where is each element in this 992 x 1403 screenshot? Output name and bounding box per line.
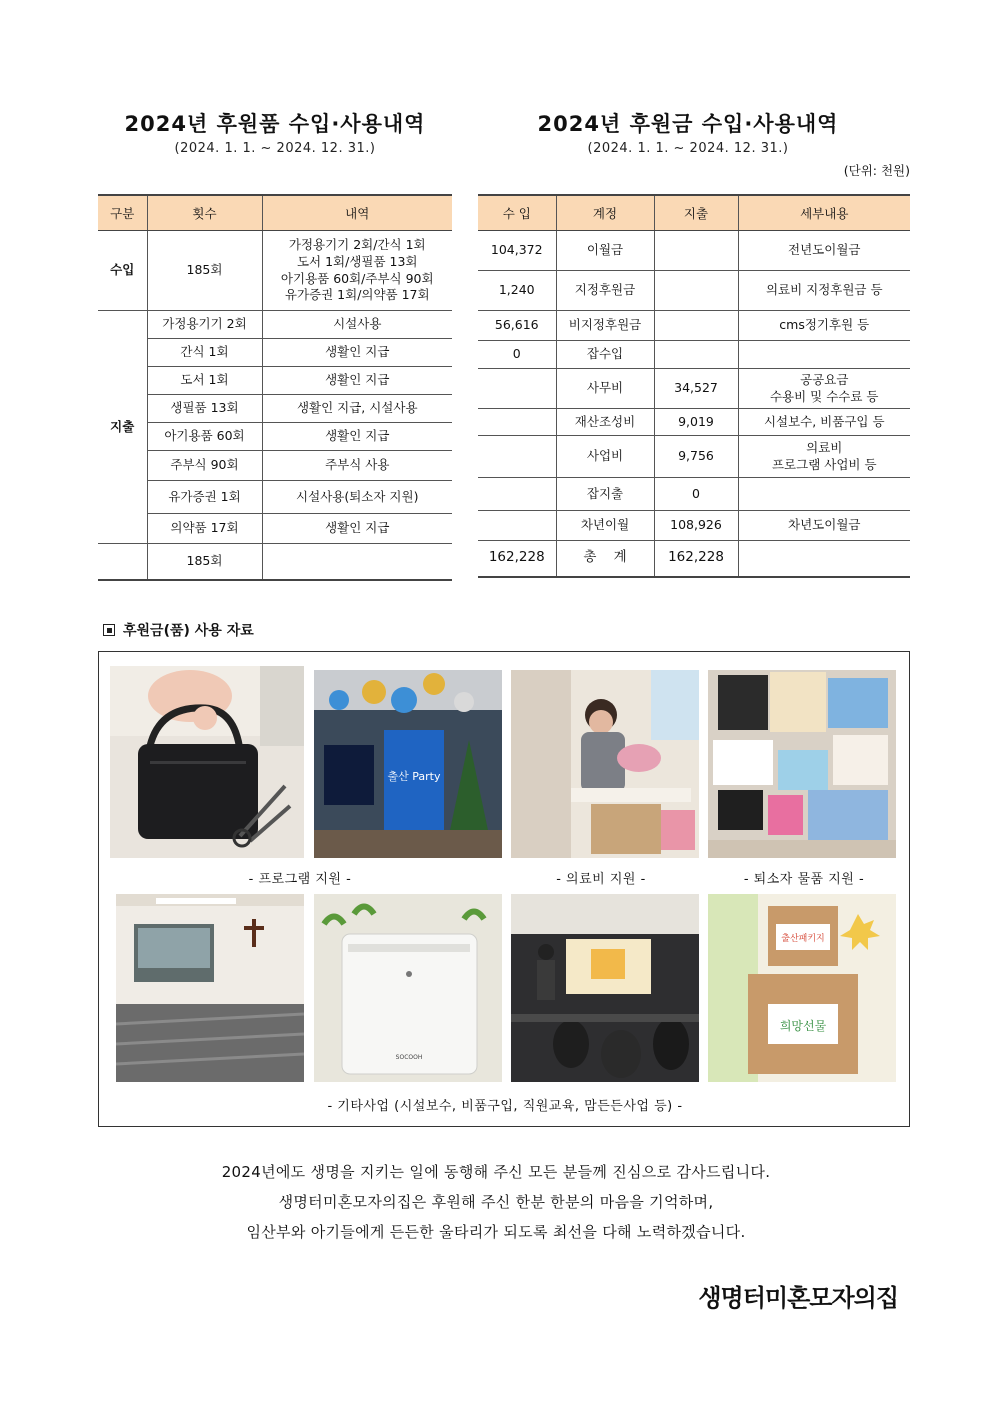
expense-item: 의약품 17회 bbox=[147, 514, 262, 544]
money-header-account: 계정 bbox=[556, 195, 654, 231]
box-bottom-label: 희망선물 bbox=[779, 1019, 827, 1033]
goods-total-blank bbox=[262, 544, 452, 580]
caption-medical: - 의료비 지원 - bbox=[556, 872, 646, 887]
money-title: 2024년 후원금 수입·사용내역 bbox=[537, 112, 839, 136]
money-row bbox=[478, 436, 910, 478]
money-total-label: 총 계 bbox=[556, 541, 654, 577]
income-count: 185회 bbox=[147, 231, 262, 311]
money-detail: 의료비 지정후원금 등 bbox=[738, 271, 910, 311]
photo-staff-education bbox=[511, 894, 699, 1082]
money-total-expense: 162,228 bbox=[654, 541, 738, 577]
expense-use: 생활인 지급, 시설사용 bbox=[262, 395, 452, 423]
income-details bbox=[262, 231, 452, 311]
caption-leaver: - 퇴소자 물품 지원 - bbox=[743, 872, 865, 887]
expense-use: 주부식 사용 bbox=[262, 451, 452, 481]
goods-total-row bbox=[98, 544, 452, 580]
expense-row bbox=[98, 481, 452, 514]
money-income bbox=[478, 409, 556, 436]
expense-item: 유가증권 1회 bbox=[147, 481, 262, 514]
money-detail-line: 의료비 bbox=[806, 439, 843, 455]
money-income: 0 bbox=[478, 341, 556, 369]
goods-header-row bbox=[98, 195, 452, 231]
goods-income-row bbox=[98, 231, 452, 311]
money-income bbox=[478, 369, 556, 409]
money-row bbox=[478, 341, 910, 369]
money-expense bbox=[654, 341, 738, 369]
money-expense: 108,926 bbox=[654, 511, 738, 541]
money-table bbox=[478, 194, 910, 578]
expense-item: 가정용기기 2회 bbox=[147, 311, 262, 339]
photo-party-room bbox=[314, 670, 502, 858]
money-expense bbox=[654, 311, 738, 341]
expense-label: 지출 bbox=[98, 311, 147, 544]
money-account: 비지정후원금 bbox=[556, 311, 654, 341]
money-row bbox=[478, 369, 910, 409]
money-income bbox=[478, 436, 556, 478]
goods-header-detail: 내역 bbox=[262, 195, 452, 231]
thanks-line: 생명터미혼모자의집은 후원해 주신 한분 한분의 마음을 기억하며, bbox=[278, 1193, 714, 1211]
money-detail-line: 수용비 및 수수료 등 bbox=[769, 388, 879, 404]
income-detail-line: 도서 1회/생필품 13회 bbox=[296, 253, 418, 269]
purifier-brand-text: SOCOOH bbox=[395, 1054, 423, 1061]
checkbox-square-icon bbox=[103, 624, 115, 636]
expense-row bbox=[98, 395, 452, 423]
money-detail: 시설보수, 비품구입 등 bbox=[738, 409, 910, 436]
expense-row bbox=[98, 514, 452, 544]
income-label: 수입 bbox=[98, 231, 147, 311]
expense-row bbox=[98, 339, 452, 367]
unit-label: (단위: 천원) bbox=[843, 163, 910, 178]
money-detail bbox=[738, 436, 910, 478]
money-period: (2024. 1. 1. ~ 2024. 12. 31.) bbox=[587, 141, 789, 156]
expense-item: 아기용품 60회 bbox=[147, 423, 262, 451]
money-expense: 9,019 bbox=[654, 409, 738, 436]
expense-use: 생활인 지급 bbox=[262, 367, 452, 395]
goods-total-blank bbox=[98, 544, 147, 580]
photo-bag-sewing bbox=[110, 666, 304, 858]
box-top-label: 출산패키지 bbox=[781, 934, 825, 944]
money-expense: 34,527 bbox=[654, 369, 738, 409]
money-detail bbox=[738, 369, 910, 409]
money-account: 지정후원금 bbox=[556, 271, 654, 311]
expense-use: 생활인 지급 bbox=[262, 339, 452, 367]
expense-item: 도서 1회 bbox=[147, 367, 262, 395]
income-detail-line: 아기용품 60회/주부식 90회 bbox=[280, 270, 434, 286]
photo-gift-box bbox=[708, 894, 896, 1082]
photo-section-title: 후원금(품) 사용 자료 bbox=[123, 623, 254, 639]
money-detail-line: 프로그램 사업비 등 bbox=[771, 456, 877, 472]
organization-logo: 생명터미혼모자의집 bbox=[698, 1284, 898, 1312]
money-detail bbox=[738, 341, 910, 369]
money-total-row bbox=[478, 541, 910, 577]
money-total-blank bbox=[738, 541, 910, 577]
money-detail: 전년도이월금 bbox=[738, 231, 910, 271]
photo-room-renovation bbox=[116, 894, 304, 1082]
goods-title: 2024년 후원품 수입·사용내역 bbox=[124, 112, 426, 136]
money-income: 1,240 bbox=[478, 271, 556, 311]
money-detail: cms정기후원 등 bbox=[738, 311, 910, 341]
money-expense bbox=[654, 271, 738, 311]
goods-table bbox=[98, 194, 452, 581]
photo-section-heading bbox=[103, 620, 254, 640]
money-row bbox=[478, 478, 910, 511]
money-account: 재산조성비 bbox=[556, 409, 654, 436]
money-detail: 차년도이월금 bbox=[738, 511, 910, 541]
expense-row bbox=[98, 311, 452, 339]
money-header-detail: 세부내용 bbox=[738, 195, 910, 231]
income-detail-line: 가정용기기 2회/간식 1회 bbox=[288, 236, 426, 252]
expense-use: 시설사용 bbox=[262, 311, 452, 339]
money-account: 사무비 bbox=[556, 369, 654, 409]
money-row bbox=[478, 511, 910, 541]
photo-leaver-goods bbox=[708, 670, 896, 858]
money-account: 잡수입 bbox=[556, 341, 654, 369]
expense-item: 간식 1회 bbox=[147, 339, 262, 367]
money-income: 104,372 bbox=[478, 231, 556, 271]
money-income bbox=[478, 511, 556, 541]
thanks-message bbox=[60, 1157, 932, 1247]
money-expense: 9,756 bbox=[654, 436, 738, 478]
money-row bbox=[478, 231, 910, 271]
expense-use: 생활인 지급 bbox=[262, 514, 452, 544]
goods-total-count: 185회 bbox=[147, 544, 262, 580]
money-header-income: 수 입 bbox=[478, 195, 556, 231]
money-expense: 0 bbox=[654, 478, 738, 511]
photo-air-purifier bbox=[314, 894, 502, 1082]
money-detail bbox=[738, 478, 910, 511]
photo-medical-baby bbox=[511, 670, 699, 858]
money-account: 차년이월 bbox=[556, 511, 654, 541]
expense-row bbox=[98, 367, 452, 395]
money-row bbox=[478, 311, 910, 341]
money-expense bbox=[654, 231, 738, 271]
expense-row bbox=[98, 423, 452, 451]
money-income bbox=[478, 478, 556, 511]
money-income: 56,616 bbox=[478, 311, 556, 341]
expense-use: 시설사용(퇴소자 지원) bbox=[262, 481, 452, 514]
money-detail-line: 공공요금 bbox=[800, 371, 849, 387]
money-header-expense: 지출 bbox=[654, 195, 738, 231]
goods-header-category: 구분 bbox=[98, 195, 147, 231]
goods-header-count: 횟수 bbox=[147, 195, 262, 231]
money-account: 이월금 bbox=[556, 231, 654, 271]
money-row bbox=[478, 271, 910, 311]
expense-row bbox=[98, 451, 452, 481]
thanks-line: 임산부와 아기들에게 든든한 울타리가 되도록 최선을 다해 노력하겠습니다. bbox=[246, 1223, 746, 1241]
expense-item: 주부식 90회 bbox=[147, 451, 262, 481]
income-detail-line: 유가증권 1회/의약품 17회 bbox=[284, 287, 430, 303]
goods-period: (2024. 1. 1. ~ 2024. 12. 31.) bbox=[174, 141, 376, 156]
money-account: 잡지출 bbox=[556, 478, 654, 511]
money-row bbox=[478, 409, 910, 436]
party-sign-text: 출산 Party bbox=[387, 770, 441, 783]
money-account: 사업비 bbox=[556, 436, 654, 478]
thanks-line: 2024년에도 생명을 지키는 일에 동행해 주신 모든 분들께 진심으로 감사드립니다. bbox=[221, 1163, 771, 1181]
caption-other: - 기타사업 (시설보수, 비품구입, 직원교육, 맘든든사업 등) - bbox=[327, 1099, 683, 1114]
money-header-row bbox=[478, 195, 910, 231]
money-total-income: 162,228 bbox=[478, 541, 556, 577]
expense-use: 생활인 지급 bbox=[262, 423, 452, 451]
caption-program: - 프로그램 지원 - bbox=[248, 872, 352, 887]
expense-item: 생필품 13회 bbox=[147, 395, 262, 423]
